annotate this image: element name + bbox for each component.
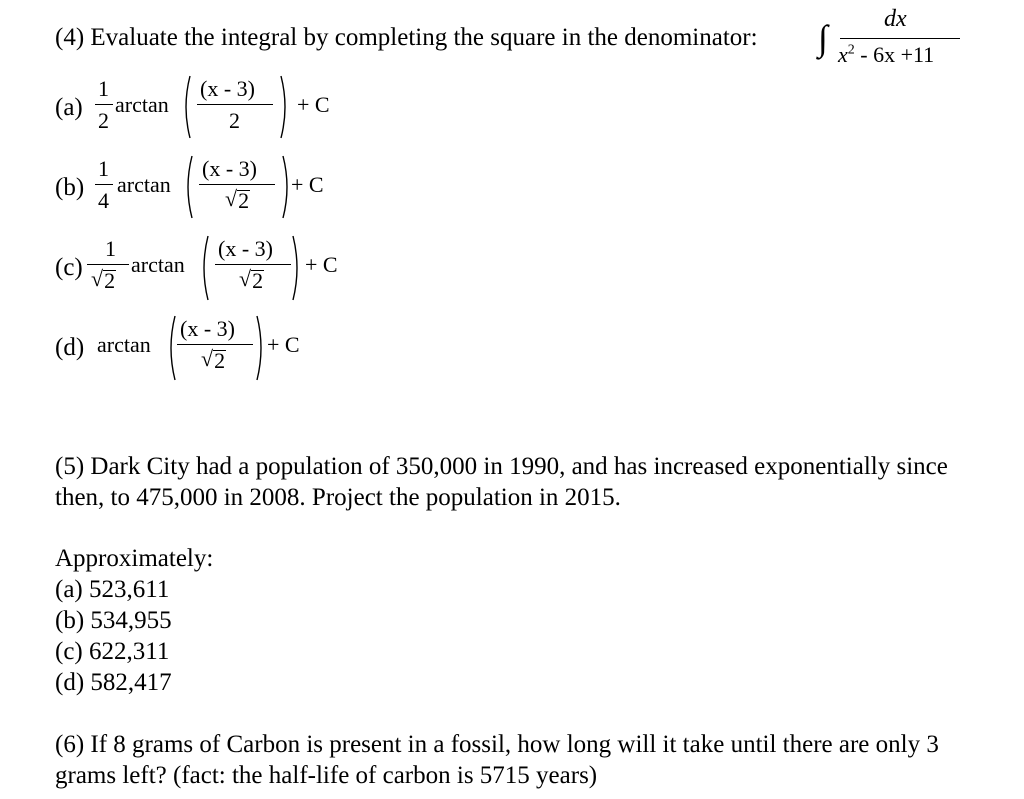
constant-term: + C <box>305 252 338 277</box>
integrand-denominator: $x^2 - 6x +11$ <box>838 42 935 67</box>
constant-term: + C <box>297 92 330 117</box>
integrand-numerator: dx <box>884 6 907 32</box>
sqrt-expression: √ 2 <box>225 186 250 213</box>
right-paren <box>291 234 303 302</box>
q6-line-1: (6) If 8 grams of Carbon is present in a fossil, how long will it take until there are only 3 <box>55 731 939 758</box>
q5-approx-label: Approximately: <box>55 545 214 572</box>
constant-term: + C <box>267 332 300 357</box>
q4-option-a[interactable]: (a) 1 2 arctan (x - 3) 2 + C <box>55 72 375 142</box>
q5-line-2: then, to 475,000 in 2008. Project the population in 2015. <box>55 484 621 511</box>
q4-integral <box>818 6 968 66</box>
integral-fraction-bar <box>840 38 960 39</box>
integral-sign: ∫ <box>818 18 828 58</box>
q4-option-c[interactable]: (c) 1 √ 2 arctan (x - 3) √ 2 + C <box>55 232 375 304</box>
q4-option-b[interactable]: (b) 1 4 arctan (x - 3) √ 2 + C <box>55 152 375 222</box>
left-paren <box>180 74 192 140</box>
q5-option-c[interactable]: (c) 622,311 <box>55 638 170 665</box>
q5-option-a[interactable]: (a) 523,611 <box>55 576 170 603</box>
left-paren <box>182 154 194 220</box>
sqrt-expression: √ 2 <box>201 346 226 373</box>
option-label: (d) <box>55 334 85 361</box>
q6-line-2: grams left? (fact: the half-life of carbon is 5715 years) <box>55 762 598 789</box>
option-label: (c) <box>55 254 83 281</box>
sqrt-expression: √ 2 <box>91 266 116 293</box>
right-paren <box>279 74 291 140</box>
q4-prompt: (4) Evaluate the integral by completing the square in the denominator: <box>55 24 758 51</box>
left-paren <box>165 314 177 382</box>
option-label: (b) <box>55 174 85 201</box>
q5-option-b[interactable]: (b) 534,955 <box>55 607 172 634</box>
q5-option-d[interactable]: (d) 582,417 <box>55 669 172 696</box>
option-label: (a) <box>55 94 83 121</box>
sqrt-expression: √ 2 <box>239 266 264 293</box>
right-paren <box>255 314 267 382</box>
q4-option-d[interactable]: (d) arctan (x - 3) √ 2 + C <box>55 312 375 384</box>
q5-line-1: (5) Dark City had a population of 350,000 in 1990, and has increased exponentially since <box>55 453 948 480</box>
left-paren <box>198 234 210 302</box>
constant-term: + C <box>291 172 324 197</box>
